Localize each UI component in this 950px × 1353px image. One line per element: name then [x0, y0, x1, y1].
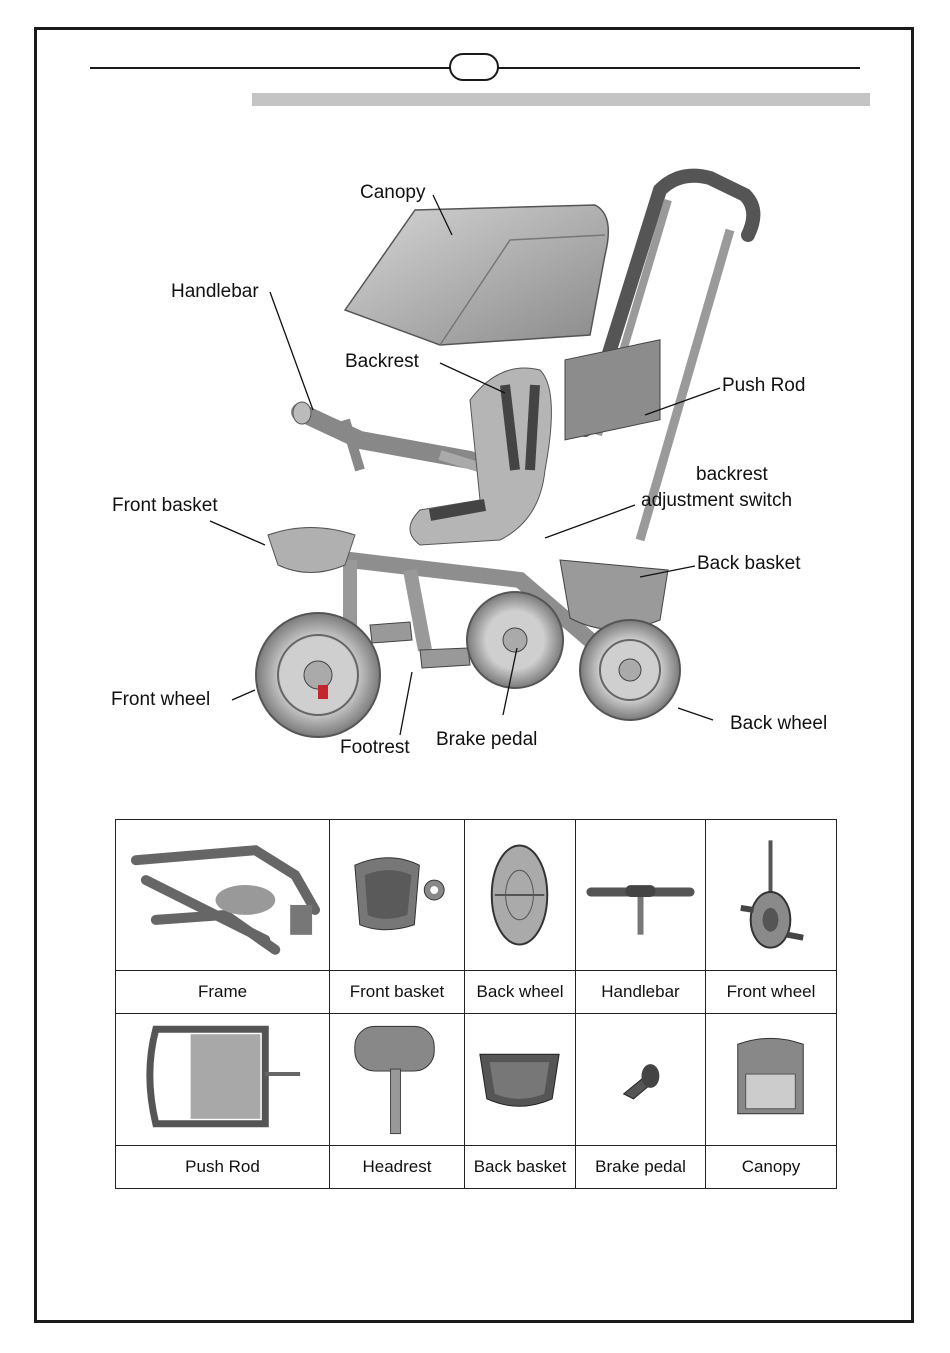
callout-handlebar: Handlebar: [171, 281, 259, 302]
parts-label-row-2: [116, 1146, 837, 1189]
handlebar-icon: [576, 820, 706, 971]
parts-label-row-1: [116, 971, 837, 1014]
callout-brake-pedal: Brake pedal: [436, 729, 538, 750]
callout-back-wheel: Back wheel: [730, 713, 828, 734]
front-wheel-icon: [706, 820, 837, 971]
front-wheel-drawing: [256, 613, 380, 737]
part-label: Front wheel: [706, 971, 837, 1014]
part-label: Back wheel: [465, 971, 576, 1014]
part-label: Brake pedal: [576, 1146, 706, 1189]
callout-canopy: Canopy: [360, 182, 426, 203]
back-basket-icon: [465, 1014, 576, 1146]
frame-icon: [116, 820, 330, 971]
callout-push-rod: Push Rod: [722, 375, 806, 396]
front-basket-icon: [330, 820, 465, 971]
headrest-icon: [330, 1014, 465, 1146]
callout-front-basket: Front basket: [112, 495, 218, 516]
middle-wheel-drawing: [467, 592, 563, 688]
part-label: Frame: [116, 971, 330, 1014]
front-basket-drawing: [268, 528, 355, 573]
callout-backrest-switch-line2: adjustment switch: [641, 490, 793, 511]
part-label: Back basket: [465, 1146, 576, 1189]
callout-backrest: Backrest: [345, 351, 419, 372]
back-wheel-drawing: [580, 620, 680, 720]
part-label: Canopy: [706, 1146, 837, 1189]
canopy-drawing: [345, 205, 608, 345]
brake-pedal-icon: [576, 1014, 706, 1146]
part-label: Handlebar: [576, 971, 706, 1014]
part-label: Push Rod: [116, 1146, 330, 1189]
back-basket-drawing: [560, 560, 668, 630]
part-label: Front basket: [330, 971, 465, 1014]
parts-image-row-1: [116, 820, 837, 971]
part-label: Headrest: [330, 1146, 465, 1189]
callout-backrest-switch-line1: backrest: [696, 464, 768, 485]
callout-front-wheel: Front wheel: [111, 689, 211, 710]
parts-image-row-2: [116, 1014, 837, 1146]
parts-table: [115, 819, 837, 1189]
callout-footrest: Footrest: [340, 737, 410, 758]
callout-back-basket: Back basket: [697, 553, 801, 574]
back-wheel-icon: [465, 820, 576, 971]
canopy-icon: [706, 1014, 837, 1146]
push-rod-icon: [116, 1014, 330, 1146]
